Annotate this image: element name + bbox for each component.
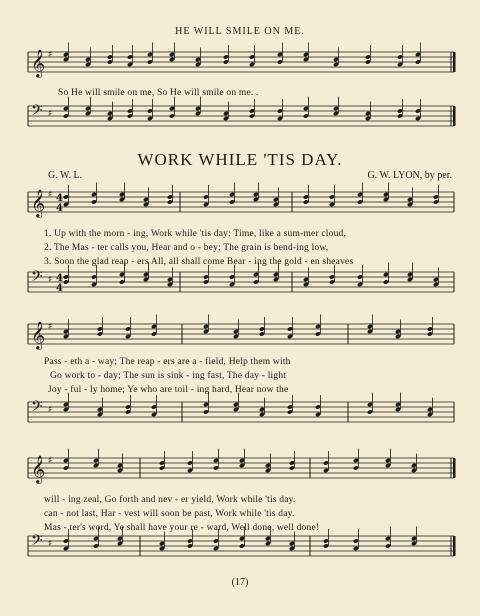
page-number: (17) xyxy=(231,577,249,588)
sharp-icon: ♯ xyxy=(48,405,53,415)
system-3-lyric-line-3: Mas - ter's word, Ye shall have your re - ward, Well done, well done! xyxy=(44,523,320,533)
treble-clef-icon: 𝄞 xyxy=(31,189,46,217)
system-2-lyric-line-2: Go work to - day; The sun is sink - ing fast, The day - light xyxy=(50,371,287,381)
sharp-icon: ♯ xyxy=(48,456,53,466)
treble-clef-icon: 𝄞 xyxy=(31,49,46,77)
system-2-lyric-line-3: Joy - ful - ly home; Ye who are toil - ing hard, Hear now the xyxy=(48,385,289,395)
top-system-lyric: So He will smile on me, So He will smile on me. . xyxy=(58,88,259,98)
sharp-icon: ♯ xyxy=(48,322,53,332)
time-signature-top: 4 xyxy=(56,193,63,204)
system-3-lyric-line-2: can - not last, Har - vest will soon be past, Work while 'tis day. xyxy=(44,509,295,519)
system-1-lyric-line-2: 2. The Mas - ter calls you, Hear and o - bey; The grain is bend-ing low, xyxy=(44,243,329,253)
final-thick-bar xyxy=(453,458,456,478)
time-signature-bottom: 4 xyxy=(56,203,63,214)
running-head: HE WILL SMILE ON ME. xyxy=(175,26,305,37)
system-3-lyric-line-1: will - ing zeal, Go forth and nev - er yield, Work while 'tis day. xyxy=(44,495,296,505)
time-signature-bottom: 4 xyxy=(56,283,63,294)
time-signature-top: 4 xyxy=(56,273,63,284)
system-1-lyric-line-1: 1. Up with the morn - ing, Work while 'tis day; Time, like a sum-mer cloud, xyxy=(44,229,347,239)
system-1-bass-staff xyxy=(0,266,480,316)
system-1-lyric-line-3: 3. Soon the glad reap - ers All, all shall come Bear - ing the gold - en sheaves xyxy=(44,257,354,267)
final-thick-bar xyxy=(453,52,456,72)
treble-clef-icon: 𝄞 xyxy=(31,321,46,349)
sharp-icon: ♯ xyxy=(48,109,53,119)
final-thick-bar xyxy=(453,536,456,556)
bass-clef-icon: 𝄢 xyxy=(31,532,43,553)
sharp-icon: ♯ xyxy=(48,50,53,60)
hymn-title: WORK WHILE 'TIS DAY. xyxy=(137,150,343,169)
sharp-icon: ♯ xyxy=(48,275,53,285)
composer-credit: G. W. LYON, by per. xyxy=(367,170,452,181)
sharp-icon: ♯ xyxy=(48,190,53,200)
system-2-bass-staff xyxy=(0,396,480,446)
final-thick-bar xyxy=(453,106,456,126)
system-2-lyric-line-1: Pass - eth a - way; The reap - ers are a - field, Help them with xyxy=(44,357,291,367)
bass-clef-icon: 𝄢 xyxy=(31,398,43,419)
system-3-bass-staff xyxy=(0,530,480,580)
sharp-icon: ♯ xyxy=(48,539,53,549)
bass-clef-icon: 𝄢 xyxy=(31,102,43,123)
lyricist-credit: G. W. L. xyxy=(48,170,83,181)
bass-clef-icon: 𝄢 xyxy=(31,268,43,289)
top-system-bass-staff xyxy=(0,100,480,150)
treble-clef-icon: 𝄞 xyxy=(31,455,46,483)
